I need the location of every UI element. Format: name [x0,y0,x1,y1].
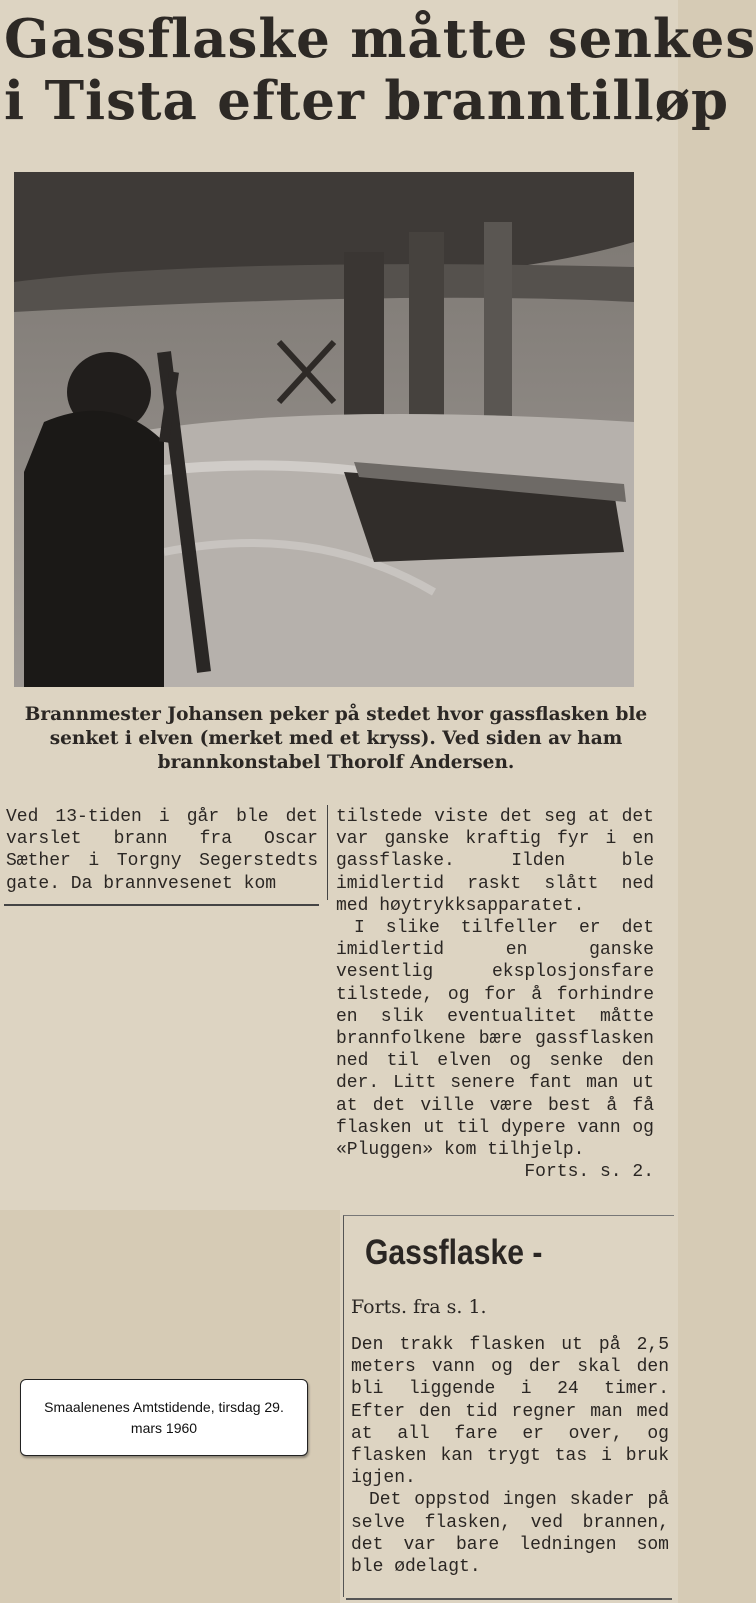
continuation-paragraph-2: Det oppstod ingen skader på selve flasken, ved brannen, det var bare ledningen som ble ødelagt. [351,1490,669,1578]
continuation-paragraph-1: Den trakk flasken ut på 2,5 meters vann og der skal den bli liggende i 24 timer. Efter den tid regner man med at all fare er over, og flasken kan trygt tas i bruk igjen. [351,1335,669,1489]
source-note [20,1379,308,1456]
article-column-2 [336,806,654,1183]
continuation-title: Gassflaske - [365,1233,543,1272]
source-note-text: Smaalenenes Amtstidende, tirsdag 29. mars 1960 [44,1398,284,1436]
continued-note: Forts. s. 2. [524,1162,654,1183]
photo-caption: Brannmester Johansen peker på stedet hvor gassflasken ble senket i elven (merket med et kryss). Ved siden av ham brannkonstabel Thorolf Andersen. [24,704,648,773]
continuation-bottom-rule [346,1598,672,1600]
column-divider [327,805,328,900]
headline-line-1: Gassflaske måtte senkes [4,8,756,70]
news-photo [14,172,634,687]
continuation-box [343,1215,674,1597]
column-bottom-rule [4,904,319,906]
column-1-text: Ved 13-tiden i går ble det varslet brann fra Oscar Sæther i Torgny Segerstedts gate. Da brannvesenet kom [6,807,318,894]
headline [4,8,756,132]
headline-line-2: i Tista efter branntilløp [4,70,730,132]
photo-illustration [14,172,634,687]
continuation-from: Forts. fra s. 1. [351,1296,487,1318]
continuation-body [351,1334,669,1578]
article-column-1 [6,806,318,895]
column-2-paragraph-2: I slike tilfeller er det imidlertid en ganske vesentlig eksplosjonsfare tilstede, og for å forhindre en slik eventualitet måtte brannfolkene bære gassflasken ned til elven og senke den der. Litt senere fant man ut at det ville være best å få flasken ut til dypere vann og «Pluggen» kom tilhjelp. [336,918,654,1161]
column-2-paragraph-1: tilstede viste det seg at det var ganske kraftig fyr i en gassflaske. Ilden ble imidlertid raskt slått ned med høytrykksapparatet. [336,807,654,916]
